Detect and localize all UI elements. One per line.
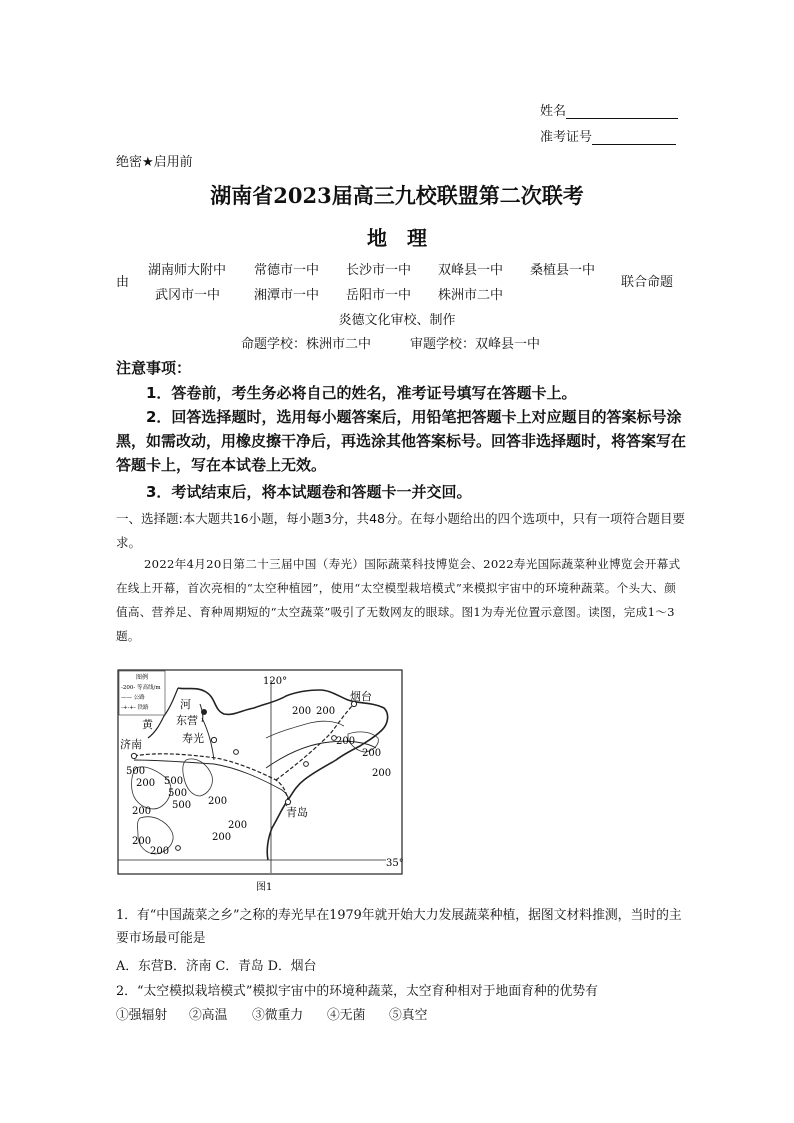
schools-prefix: 由 (116, 275, 130, 290)
secret-label: 绝密★启用前 (116, 155, 193, 170)
place-name: 东营 (176, 714, 198, 727)
coastline (178, 688, 388, 860)
note-item-2: 2．回答选择题时，选用每小题答案后，用铅笔把答题卡上对应题目的答案标号涂黑，如需改动，用橡皮擦干净后，再选涂其他答案标号。回答非选择题时，将答案写在答题卡上，写在本试卷上无效。 (116, 408, 687, 474)
place-name: 济南 (120, 738, 142, 751)
school-name: 湘潭市一中 (254, 288, 320, 303)
parallel-label: 35° (386, 858, 404, 869)
contour-label: 200 (336, 736, 356, 747)
option-item: ⑤真空 (389, 1008, 428, 1023)
contour-label: 200 (208, 796, 228, 807)
contour-label: 200 (132, 806, 152, 817)
contour-label: 200 (212, 832, 232, 843)
exam-no-blank[interactable] (592, 130, 676, 145)
contour-label: 200 (132, 836, 152, 847)
exam-no-label: 准考证号 (540, 130, 593, 145)
contour-label: 200 (136, 778, 156, 789)
review-line: 炎德文化审校、制作 (338, 313, 456, 328)
figure-1-map (116, 668, 416, 898)
road-east (266, 741, 376, 768)
contour-label: 500 (126, 766, 146, 777)
meridian-label: 120° (263, 676, 288, 687)
passage-text: 2022年4月20日第二十三届中国（寿光）国际蔬菜科技博览会、2022寿光国际蔬菜种业博览会开幕式在线上开幕，首次亮相的“太空种植园”，使用“太空模型栽培模式”来模拟宇宙中的环境种蔬菜。个头大、颜值高、营养足、育种周期短的“太空蔬菜”吸引了无数网友的眼球。图1为寿光位置示意图。读图，完成1～3题。 (116, 557, 681, 643)
question-1-options: A．东营B．济南 C．青岛 D．烟台 (116, 959, 317, 974)
notes-heading: 注意事项： (116, 359, 192, 377)
section-intro: 一、选择题:本大题共16小题，每小题3分，共48分。在每小题给出的四个选项中，只有一项符合题目要求。 (116, 511, 685, 550)
place-name: 青岛 (286, 806, 308, 819)
school-name: 长沙市一中 (346, 263, 412, 278)
reviewer-school: 审题学校：双峰县一中 (410, 337, 541, 352)
contour-label: 200 (150, 846, 170, 857)
city-marker (201, 709, 207, 715)
contour-label: 200 (292, 706, 312, 717)
option-item: ③微重力 (252, 1008, 304, 1023)
school-name: 株洲市二中 (438, 288, 504, 303)
place-name: 烟台 (350, 690, 372, 703)
school-name: 湖南师大附中 (148, 263, 227, 278)
contour-label: 500 (168, 788, 188, 799)
legend-title: 图例 (135, 674, 149, 681)
option-item: ④无菌 (327, 1008, 366, 1023)
school-name: 桑植县一中 (530, 263, 596, 278)
contour-label: 500 (172, 800, 192, 811)
legend-road: —— 公路 (121, 695, 145, 701)
proposer-school: 命题学校：株洲市二中 (241, 337, 372, 352)
name-blank[interactable] (566, 104, 678, 119)
option-item: ①强辐射 (116, 1008, 168, 1023)
place-name: 寿光 (182, 732, 204, 745)
contour-label: 200 (362, 748, 382, 759)
city-marker (304, 762, 309, 767)
note-item-1: 1．答卷前，考生务必将自己的姓名，准考证号填写在答题卡上。 (146, 384, 577, 402)
figure-caption: 图1 (256, 882, 273, 893)
note-item-3: 3．考试结束后，将本试题卷和答题卡一并交回。 (146, 483, 472, 501)
page-title: 湖南省2023届高三九校联盟第二次联考 (210, 183, 584, 208)
question-1-stem: 1．有“中国蔬菜之乡”之称的寿光早在1979年就开始大力发展蔬菜种植，据图文材料推测，当时的主要市场最可能是 (116, 908, 682, 946)
city-marker (234, 750, 239, 755)
place-name: 河 (180, 698, 191, 711)
legend-railway: -+-+- 铁路 (121, 705, 149, 711)
legend-contour: -200- 等高线/m (121, 685, 161, 691)
option-item: ②高温 (189, 1008, 228, 1023)
schools-suffix: 联合命题 (621, 275, 674, 290)
question-2-stem: 2．“太空模拟栽培模式”模拟宇宙中的环境种蔬菜，太空育种相对于地面育种的优势有 (116, 984, 598, 999)
contour-label: 500 (164, 776, 184, 787)
school-name: 常德市一中 (254, 263, 320, 278)
name-label: 姓名 (540, 104, 567, 119)
school-name: 岳阳市一中 (346, 288, 412, 303)
contour-label: 200 (316, 706, 336, 717)
contour-label: 200 (228, 820, 248, 831)
city-marker (131, 753, 136, 758)
contour-label: 200 (372, 768, 392, 779)
city-marker (285, 799, 290, 804)
place-name: 黄 (142, 718, 153, 731)
exam-no-field[interactable] (540, 126, 676, 145)
city-marker (176, 846, 181, 851)
city-marker (211, 737, 216, 742)
school-name: 武冈市一中 (155, 288, 221, 303)
name-field[interactable] (540, 100, 678, 119)
subject-title: 地 理 (367, 226, 427, 250)
school-name: 双峰县一中 (438, 263, 504, 278)
